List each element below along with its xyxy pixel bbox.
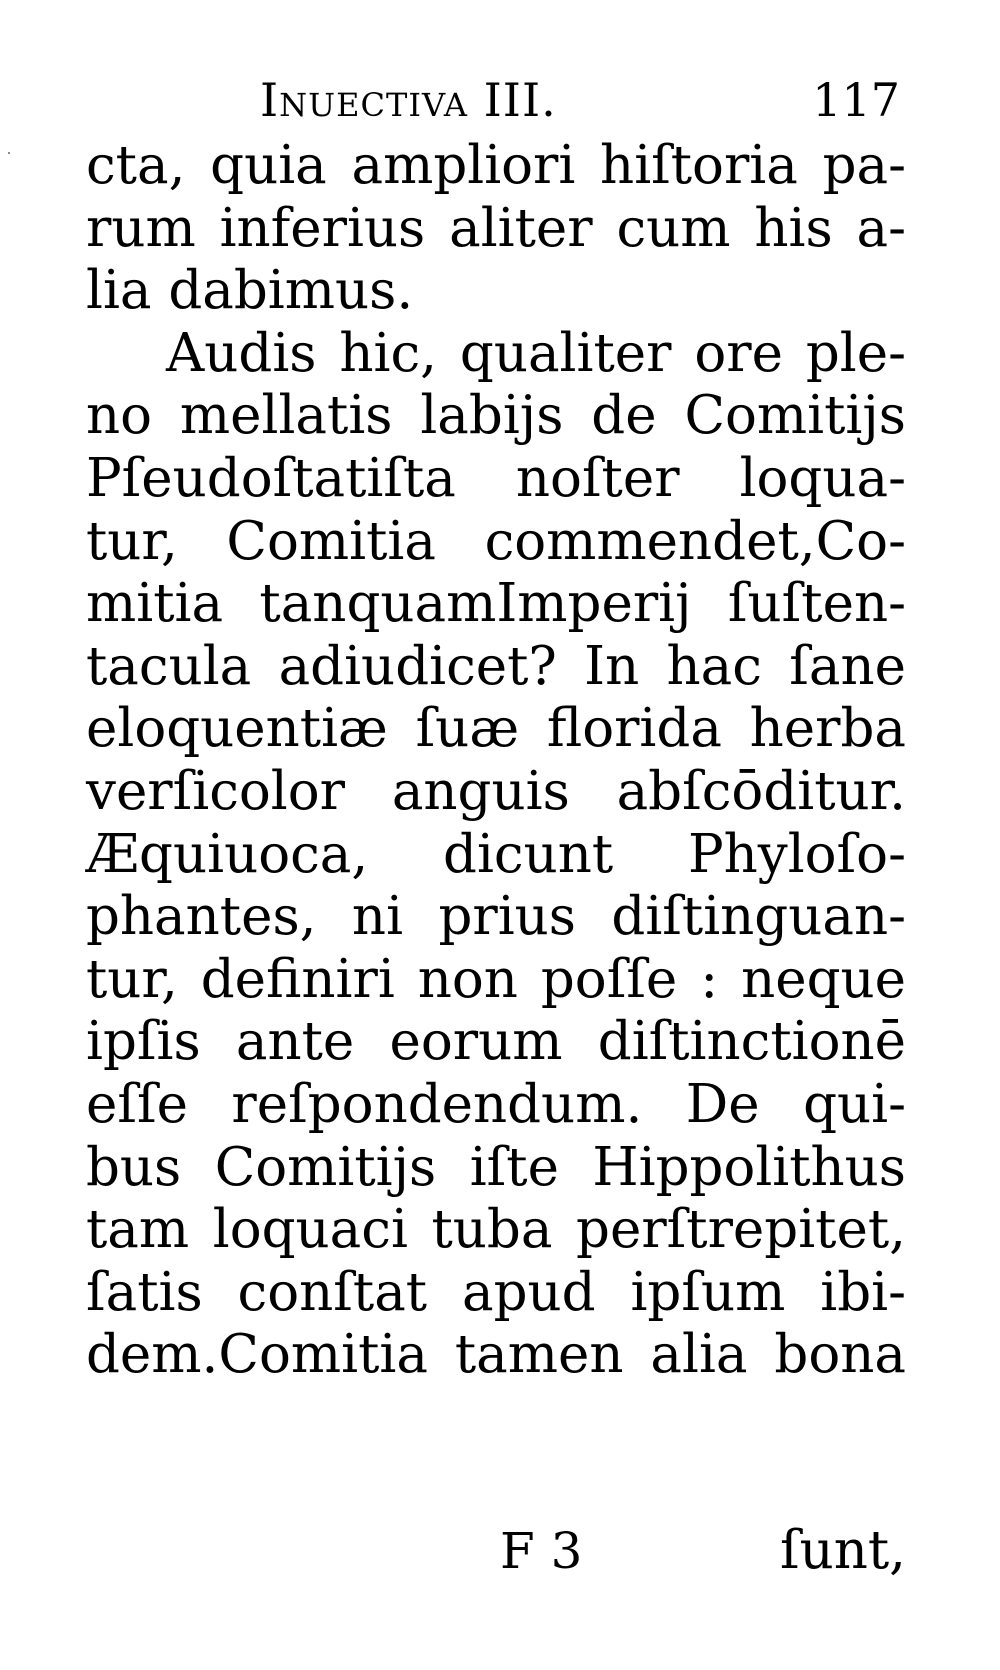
text-line: mitia tanquamImperij ſuſten- (86, 573, 906, 635)
signature-mark: F 3 (500, 1522, 583, 1580)
page-number: 117 (812, 73, 900, 127)
text-line: lia dabimus. (86, 260, 414, 322)
text-line: tur, definiri non poſſe : neque (86, 948, 906, 1010)
page-footer (0, 1520, 1000, 1582)
paragraph-1 (86, 135, 906, 323)
text-line: Pſeudoſtatiſta noſter loqua- (86, 447, 906, 509)
text-line: dem.Comitia tamen alia bona (86, 1324, 906, 1386)
margin-speck (8, 152, 10, 154)
text-line: phantes, ni prius diſtinguan- (86, 886, 906, 948)
text-line: bus Comitijs iſte Hippolithus (86, 1136, 906, 1198)
text-line: tur, Comitia commendet,Co- (86, 510, 906, 572)
text-line: ipſis ante eorum diſtinctionē (86, 1011, 906, 1073)
text-line: rum inferius aliter cum his a- (86, 197, 906, 259)
text-line: ſatis conſtat apud ipſum ibi- (86, 1261, 906, 1323)
text-line: eloquentiæ ſuæ florida herba (86, 698, 906, 760)
text-line: eſſe reſpondendum. De qui- (86, 1073, 906, 1135)
paragraph-2 (86, 323, 906, 1387)
text-line: cta, quia ampliori hiſtoria pa- (86, 135, 906, 196)
text-line: no mellatis labijs de Comitijs (86, 385, 906, 447)
running-head: Inuectiva III. (260, 73, 557, 127)
text-line: Æquiuoca, dicunt Phyloſo- (86, 823, 906, 885)
text-line: tacula adiudicet? In hac ſane (86, 635, 906, 697)
page-header (260, 70, 900, 130)
catchword: ſunt, (779, 1520, 906, 1581)
text-line: verſicolor anguis abſcōditur. (86, 760, 906, 822)
text-line: tam loquaci tuba perſtrepitet, (86, 1199, 906, 1261)
text-line: Audis hic, qualiter ore ple- (166, 322, 906, 384)
body-text (86, 135, 906, 1387)
